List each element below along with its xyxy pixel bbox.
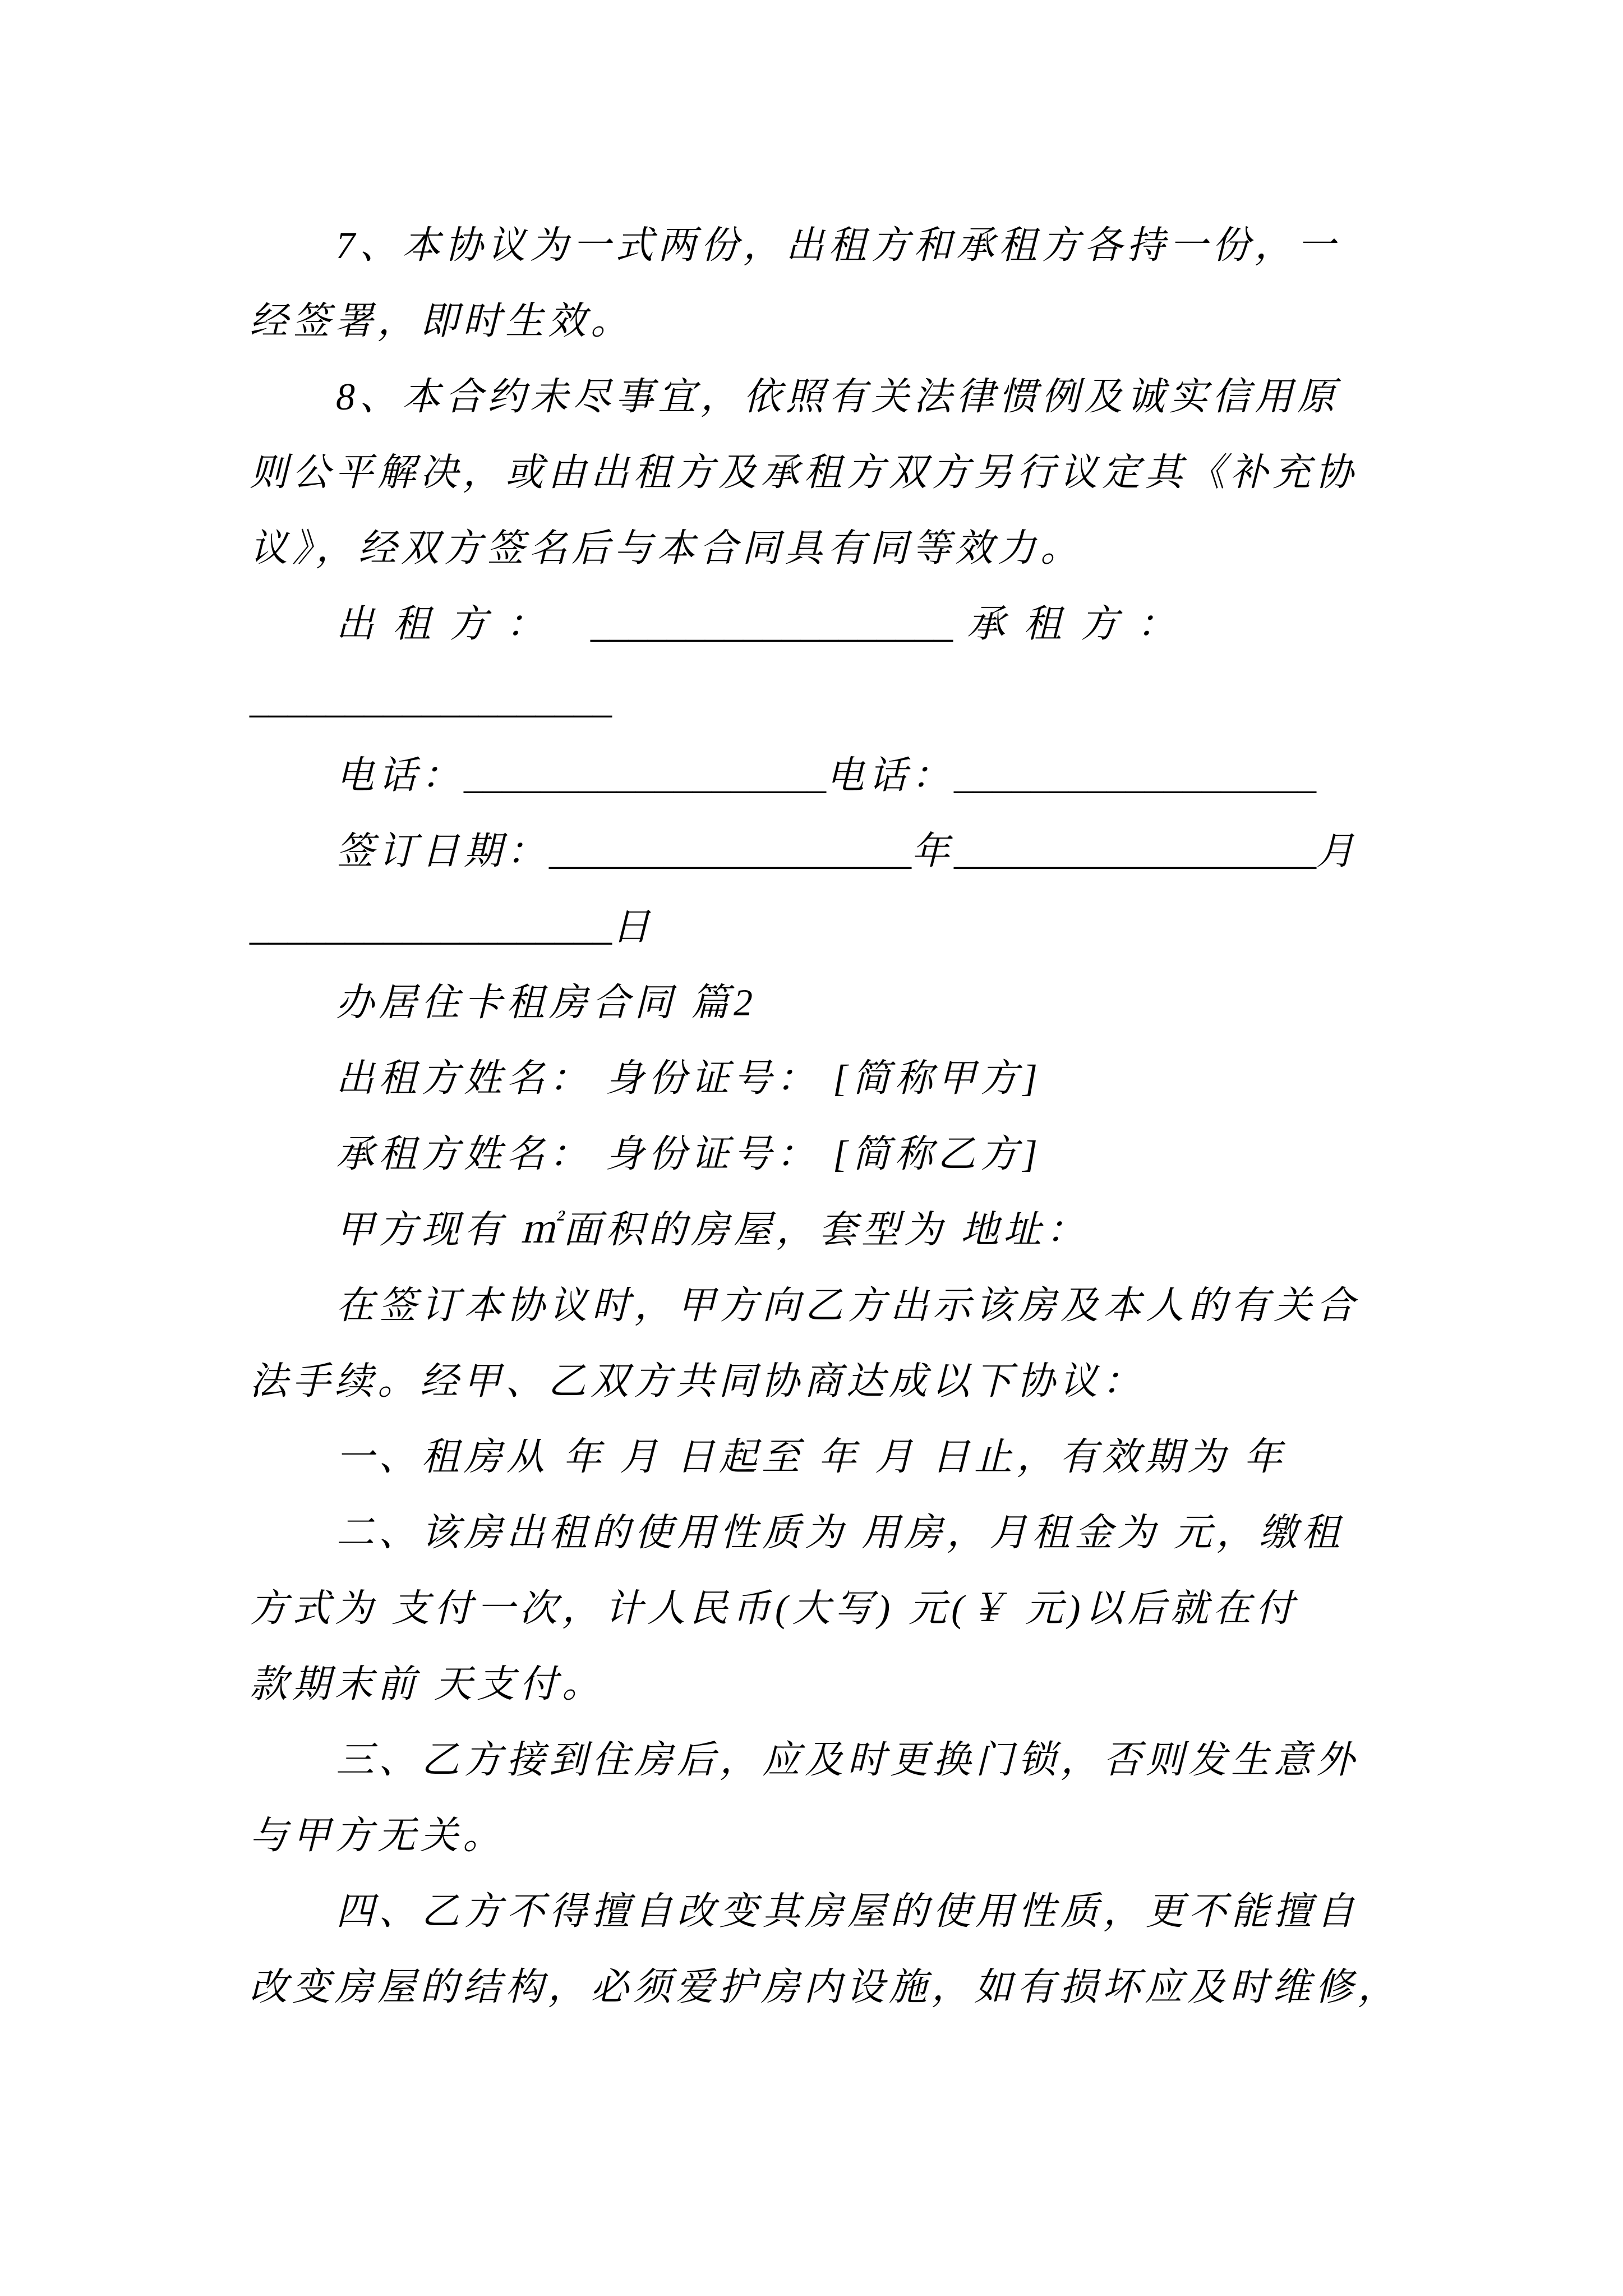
text-line: 三、乙方接到住房后，应及时更换门锁，否则发生意外 [336,1738,1359,1781]
text-line: 出租方姓名： 身份证号： [简称甲方] [336,1057,1042,1099]
text-line: 方式为 支付一次，计人民币(大写) 元(￥ 元)以后就在付 [250,1587,1298,1630]
text-line: 四、乙方不得擅自改变其房屋的使用性质，更不能擅自 [336,1890,1359,1932]
text-line: 签订日期：___________________年___________________月 [336,830,1359,872]
fill-in-underline: ___________________ [591,602,953,645]
text-line: 在签订本协议时，甲方向乙方出示该房及本人的有关合 [336,1284,1359,1327]
text-line: 一、租房从 年 月 日起至 年 月 日止，有效期为 年 [336,1435,1287,1478]
fill-in-underline: ___________________ [954,754,1317,797]
text-line: 款期末前 天支付。 [250,1663,605,1705]
fill-in-underline: ___________________ [250,905,612,948]
text-line: 经签署，即时生效。 [250,300,634,342]
text-line: 法手续。经甲、乙双方共同协商达成以下协议： [250,1360,1145,1402]
text-line: 与甲方无关。 [250,1814,506,1857]
text-line: 承租方姓名： 身份证号： [简称乙方] [336,1133,1042,1175]
document-body [250,208,1401,2025]
text-line: 改变房屋的结构，必须爱护房内设施，如有损坏应及时维修， [250,1966,1401,2008]
fill-in-underline: ___________________ [464,754,827,797]
text-line: 办居住卡租房合同 篇2 [336,981,758,1024]
fill-in-underline: ___________________ [549,830,912,872]
text-line: ___________________日 [250,905,655,948]
fill-in-underline: ___________________ [954,830,1317,872]
text-line [250,662,1382,738]
text-line: 电话：___________________电话：___________________ [336,754,1317,797]
text-line: 8、本合约未尽事宜，依照有关法律惯例及诚实信用原 [336,375,1340,418]
text-line: 二、该房出租的使用性质为 用房，月租金为 元，缴租 [336,1511,1345,1554]
text-line: 则公平解决，或由出租方及承租方双方另行议定其《补充协 [250,451,1358,494]
fill-in-underline: ___________________ [250,678,612,721]
text-line: 出 租 方 ： ___________________ 承 租 方 ： [336,602,1180,645]
text-line: 7、本协议为一式两份，出租方和承租方各持一份，一 [336,224,1340,266]
text-line: 议》，经双方签名后与本合同具有同等效力。 [250,527,1083,569]
text-line: 甲方现有 ㎡面积的房屋，套型为 地址： [336,1208,1089,1251]
